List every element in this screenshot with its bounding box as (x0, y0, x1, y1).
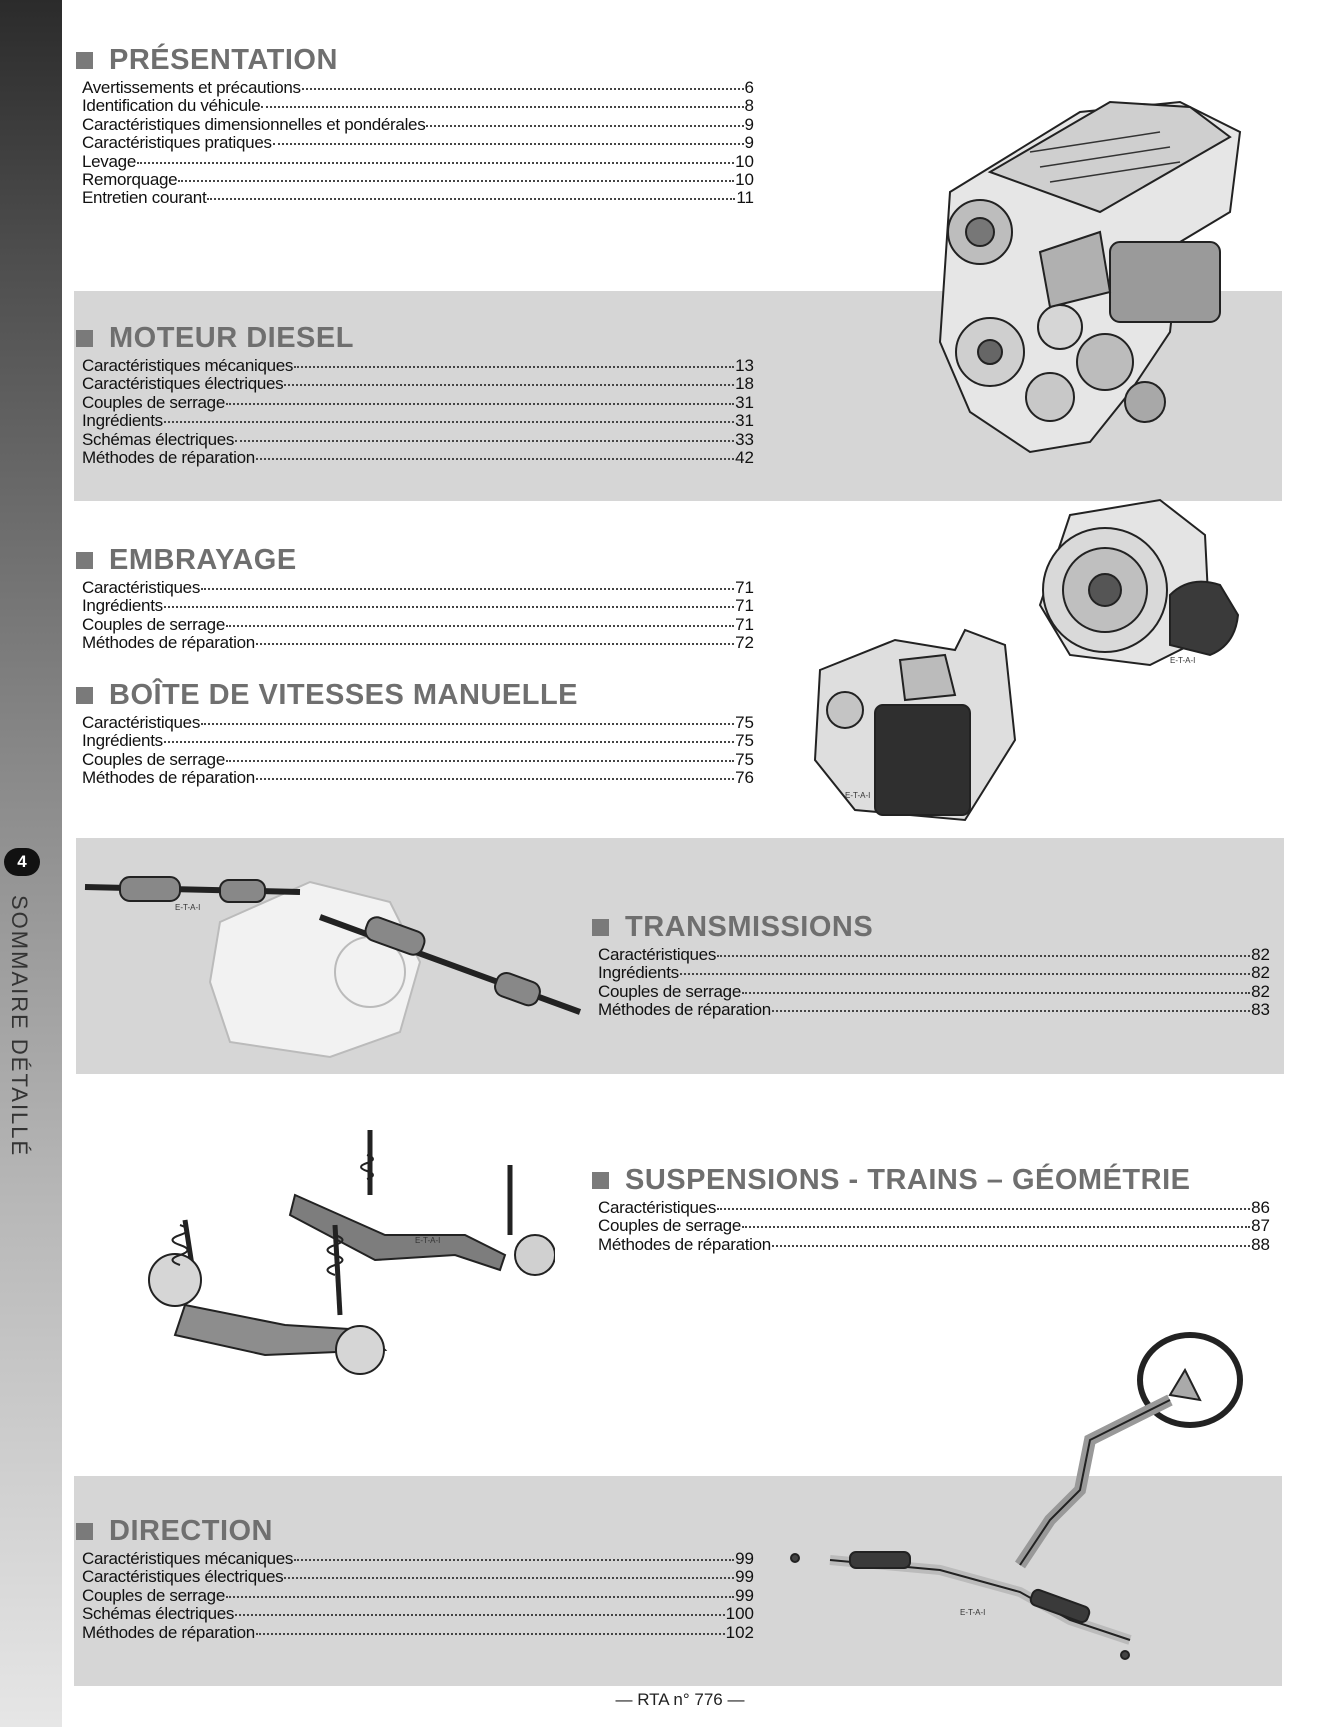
dot-leader (717, 955, 1250, 957)
toc-entry-label: Avertissements et précautions (82, 78, 301, 97)
section-transmissions (590, 910, 1270, 1020)
section-suspensions (590, 1163, 1270, 1254)
toc-entry-page: 83 (1251, 1000, 1270, 1020)
toc-entry[interactable] (82, 116, 754, 134)
dot-leader (294, 366, 734, 368)
toc-entry-label: Couples de serrage (598, 1216, 741, 1236)
toc-entry-page: 82 (1251, 981, 1270, 1001)
section-boite-vitesses (74, 678, 754, 788)
toc-entry[interactable] (82, 597, 754, 615)
section-presentation (74, 43, 754, 208)
toc-entry-page: 82 (1251, 963, 1270, 983)
dot-leader (235, 440, 734, 442)
section-title (76, 1514, 754, 1548)
toc-entry-page: 76 (735, 768, 754, 788)
illus-caption: E-T-A-I (1170, 656, 1196, 665)
dot-leader (680, 973, 1250, 975)
toc-entry[interactable] (598, 1236, 1270, 1254)
toc-entry-page: 6 (744, 78, 754, 97)
dot-leader (226, 760, 734, 762)
toc-entry-page: 10 (735, 151, 754, 171)
bullet-square-icon (76, 330, 93, 347)
toc-entry[interactable] (82, 1550, 754, 1568)
dot-leader (226, 1596, 734, 1598)
dot-leader (137, 162, 734, 164)
suspension-illustration (145, 1125, 555, 1375)
toc-entry-page: 13 (735, 356, 754, 375)
sidebar-title: SOMMAIRE DÉTAILLÉ (7, 895, 32, 1158)
toc-entry-label: Remorquage (82, 169, 178, 189)
dot-leader (256, 458, 734, 460)
toc-entry-page: 75 (735, 731, 754, 751)
toc-entry-page: 71 (735, 614, 754, 634)
toc-entry-page: 9 (744, 114, 754, 134)
toc-entry-label: Ingrédients (82, 731, 163, 751)
dot-leader (284, 1577, 734, 1579)
toc-entry-label: Caractéristiques mécaniques (82, 1549, 294, 1568)
driveshafts-illustration (80, 862, 590, 1062)
toc-entry-label: Méthodes de réparation (598, 1234, 771, 1254)
toc-entry-label: Caractéristiques (598, 945, 717, 964)
toc-entry[interactable] (82, 732, 754, 750)
gearbox-illustration (805, 620, 1020, 830)
bullet-square-icon (76, 687, 93, 704)
section-moteur-diesel (74, 321, 754, 467)
toc-list (590, 946, 1270, 1020)
illus-caption: E-T-A-I (175, 903, 201, 912)
toc-entry[interactable] (82, 1605, 754, 1623)
toc-entry-label: Identification du véhicule (82, 96, 261, 116)
toc-entry-page: 88 (1251, 1234, 1270, 1254)
toc-entry-label: Caractéristiques électriques (82, 374, 284, 394)
toc-entry[interactable] (82, 375, 754, 393)
section-title (76, 43, 754, 77)
dot-leader (742, 1226, 1250, 1228)
illus-caption: E-T-A-I (415, 1236, 441, 1245)
section-embrayage (74, 543, 754, 653)
section-title (76, 321, 754, 355)
bullet-square-icon (76, 1523, 93, 1540)
dot-leader (164, 606, 734, 608)
toc-entry[interactable] (82, 189, 754, 207)
toc-entry-label: Caractéristiques mécaniques (82, 356, 294, 375)
dot-leader (226, 625, 734, 627)
section-title-text: BOÎTE DE VITESSES MANUELLE (109, 678, 578, 711)
toc-entry[interactable] (598, 946, 1270, 964)
toc-list (74, 714, 754, 788)
section-title-text: PRÉSENTATION (109, 43, 338, 76)
toc-entry-label: Méthodes de réparation (82, 1622, 255, 1642)
illus-caption: E-T-A-I (845, 791, 871, 800)
toc-entry[interactable] (598, 1217, 1270, 1235)
section-title-text: TRANSMISSIONS (625, 910, 874, 943)
dot-leader (772, 1010, 1250, 1012)
dot-leader (256, 643, 734, 645)
toc-entry[interactable] (82, 97, 754, 115)
toc-entry[interactable] (82, 751, 754, 769)
dot-leader (742, 992, 1250, 994)
toc-entry-label: Caractéristiques (82, 578, 201, 597)
dot-leader (164, 741, 734, 743)
toc-entry-label: Caractéristiques pratiques (82, 133, 272, 153)
toc-list (590, 1199, 1270, 1254)
dot-leader (178, 180, 734, 182)
toc-entry-page: 71 (735, 596, 754, 616)
bullet-square-icon (76, 52, 93, 69)
dot-leader (226, 403, 734, 405)
toc-entry[interactable] (82, 79, 754, 97)
toc-list (74, 579, 754, 653)
toc-entry-label: Caractéristiques dimensionnelles et pondérales (82, 114, 426, 134)
toc-entry-label: Ingrédients (82, 411, 163, 431)
toc-entry-page: 99 (735, 1567, 754, 1587)
dot-leader (207, 198, 735, 200)
toc-entry-label: Couples de serrage (82, 614, 225, 634)
toc-entry[interactable] (82, 1624, 754, 1642)
toc-entry-page: 72 (735, 633, 754, 653)
page-number: 4 (4, 848, 40, 876)
toc-entry-page: 8 (744, 96, 754, 116)
toc-entry-page: 86 (1251, 1198, 1270, 1217)
bullet-square-icon (592, 1172, 609, 1189)
toc-entry[interactable] (82, 1587, 754, 1605)
toc-entry-label: Ingrédients (82, 596, 163, 616)
toc-entry-label: Ingrédients (598, 963, 679, 983)
clutch-illustration (1030, 495, 1240, 670)
toc-entry-label: Couples de serrage (82, 1585, 225, 1605)
toc-entry[interactable] (82, 357, 754, 375)
toc-entry-page: 102 (725, 1622, 754, 1642)
dot-leader (164, 421, 734, 423)
toc-entry-page: 99 (735, 1549, 754, 1568)
section-title (592, 1163, 1270, 1197)
toc-entry[interactable] (598, 1001, 1270, 1019)
bullet-square-icon (592, 919, 609, 936)
toc-entry[interactable] (82, 449, 754, 467)
section-title-text: SUSPENSIONS - TRAINS – GÉOMÉTRIE (625, 1163, 1191, 1196)
section-title-text: EMBRAYAGE (109, 543, 297, 576)
toc-entry-label: Caractéristiques électriques (82, 1567, 284, 1587)
toc-entry[interactable] (82, 134, 754, 152)
dot-leader (201, 588, 734, 590)
toc-entry[interactable] (82, 431, 754, 449)
toc-entry-label: Méthodes de réparation (82, 633, 255, 653)
section-title (76, 678, 754, 712)
toc-entry-page: 33 (735, 429, 754, 449)
dot-leader (302, 88, 744, 90)
toc-entry-page: 11 (736, 188, 754, 208)
toc-entry[interactable] (82, 153, 754, 171)
toc-entry-page: 10 (735, 169, 754, 189)
toc-entry-page: 75 (735, 713, 754, 732)
toc-entry[interactable] (82, 769, 754, 787)
toc-list (74, 1550, 754, 1642)
toc-list (74, 357, 754, 467)
toc-entry-page: 31 (735, 411, 754, 431)
dot-leader (256, 1633, 725, 1635)
section-title (76, 543, 754, 577)
dot-leader (284, 384, 734, 386)
toc-entry-page: 18 (735, 374, 754, 394)
toc-entry[interactable] (598, 983, 1270, 1001)
toc-entry-label: Couples de serrage (598, 981, 741, 1001)
toc-entry-page: 100 (725, 1604, 754, 1624)
steering-illustration (790, 1330, 1270, 1660)
toc-entry-label: Méthodes de réparation (598, 1000, 771, 1020)
toc-entry-page: 82 (1251, 945, 1270, 964)
dot-leader (256, 778, 734, 780)
dot-leader (772, 1245, 1250, 1247)
section-title-text: MOTEUR DIESEL (109, 321, 354, 354)
toc-entry-page: 9 (744, 133, 754, 153)
footer: — RTA n° 776 — (615, 1690, 745, 1709)
toc-entry-label: Caractéristiques (598, 1198, 717, 1217)
toc-entry-label: Méthodes de réparation (82, 447, 255, 467)
toc-entry-label: Levage (82, 151, 136, 171)
toc-entry[interactable] (82, 579, 754, 597)
dot-leader (261, 106, 743, 108)
toc-entry[interactable] (82, 714, 754, 732)
toc-entry-page: 75 (735, 749, 754, 769)
toc-entry-page: 42 (735, 447, 754, 467)
toc-entry[interactable] (82, 616, 754, 634)
toc-entry-label: Schémas électriques (82, 1604, 235, 1624)
toc-entry-label: Caractéristiques (82, 713, 201, 732)
toc-entry-label: Couples de serrage (82, 392, 225, 412)
toc-entry[interactable] (82, 1568, 754, 1586)
dot-leader (201, 723, 734, 725)
dot-leader (273, 143, 744, 145)
toc-entry[interactable] (598, 1199, 1270, 1217)
toc-entry-label: Couples de serrage (82, 749, 225, 769)
section-title-text: DIRECTION (109, 1514, 273, 1547)
toc-entry-page: 71 (735, 578, 754, 597)
toc-entry-page: 99 (735, 1585, 754, 1605)
toc-entry-label: Méthodes de réparation (82, 768, 255, 788)
bullet-square-icon (76, 552, 93, 569)
toc-entry-page: 87 (1251, 1216, 1270, 1236)
illus-caption: E-T-A-I (960, 1608, 986, 1617)
section-title (592, 910, 1270, 944)
toc-entry[interactable] (82, 412, 754, 430)
toc-entry[interactable] (82, 394, 754, 412)
section-direction (74, 1514, 754, 1642)
toc-entry[interactable] (82, 171, 754, 189)
toc-list (74, 79, 754, 208)
toc-entry-page: 31 (735, 392, 754, 412)
dot-leader (294, 1559, 734, 1561)
dot-leader (235, 1614, 725, 1616)
dot-leader (717, 1208, 1250, 1210)
toc-entry[interactable] (82, 634, 754, 652)
toc-entry-label: Schémas électriques (82, 429, 235, 449)
toc-entry[interactable] (598, 964, 1270, 982)
toc-entry-label: Entretien courant (82, 188, 207, 208)
engine-illustration (930, 92, 1260, 462)
dot-leader (426, 125, 743, 127)
